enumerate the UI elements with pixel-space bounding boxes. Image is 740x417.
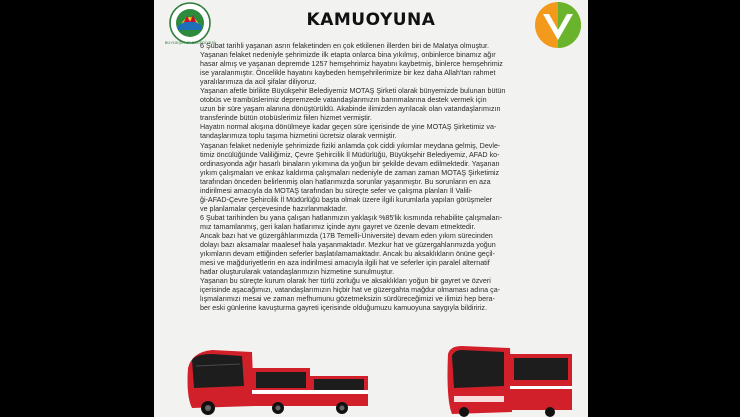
paragraph: Yaşanan felaket nedeniyle şehrimizde fiziki anlamda çok ciddi yıkımlar meydana gelmiş, Devle- timiz öncülüğünde Valiliğimiz, Çevre Şehircilik İl Müdürlüğü, Büyükşehir Belediyemiz, AFAD ko- ordinasyonda ağır hasarlı binaların yıkımına da yoğun bir şekilde devam edilmektedir. Yaşanan yıkım çalışmaları ve enkaz kaldırma çalışmaları nedeniyle de zaman zaman MOTAŞ Şirketimiz tarafından önceden belirlenmiş olan hatlarımızda sorunlar yaşanmıştır. Bu sorunların en aza indirilmesi amacıyla da MOTAŞ tarafından bu süreçte sefer ve çalışma planları İl Valili- ği-AFAD-Çevre Şehircilik İl Müdürlüğü başta olmak üzere ilgili kurumlarla yapılan görüşmeler ve planlamalar çerçevesinde hazırlanmaktadır. bbox=[200, 141, 501, 213]
svg-text:BÜYÜKŞEHİR BELEDİYESİ: BÜYÜKŞEHİR BELEDİYESİ bbox=[164, 40, 216, 45]
city-bus-image bbox=[440, 340, 575, 417]
paragraph: Hayatın normal akışına dönülmeye kadar geçen süre içerisinde de yine MOTAŞ Şirketimiz va- tandaşlarımıza toplu taşıma hizmetini ücretsiz olarak vermiştir. bbox=[200, 123, 497, 141]
document-title: KAMUOYUNA bbox=[306, 10, 436, 30]
paragraph: Yaşanan bu süreçte kurum olarak her türlü zorluğu ve aksaklıkları yoğun bir gayret ve özveri içerisinde aşacağımızı, vatandaşlarımızın hiçbir hat ve güzergahta mağdur olmaması adına ça- lışmalarımızı mesai ve zaman mefhumunu gözetmeksizin sürdüreceğimizi ve ilimizi hep bera- ber eski günlerine kavuşturma gayreti içerisinde olduğumuzu kamuoyuna saygıyla bildiririz. bbox=[200, 277, 501, 313]
paragraph: Ancak bazı hat ve güzergâhlarımızda (17B Temelli-Üniversite) devam eden yıkım sürecinden dolayı bazı aksamalar maalesef hala yaşanmaktadır. Mezkur hat ve güzergahlarımızda yoğun yıkımların devam ettiğinden seferler başlatılamamaktadır. Ancak bu aksaklıkların önüne geçil- mesi ve mağduriyetlerin en aza indirilmesi amacıyla ilgili hat ve seferler için paralel alternatif hatlar oluşturularak vatandaşlarımızın hizmetine sunulmuştur. bbox=[200, 231, 496, 277]
paragraph: 6 Şubat tarihli yaşanan asrın felaketinden en çok etkilenen illerden biri de Malatya olmuştur. Yaşanan felaket nedeniyle şehrimizde ilk etapta onlarca bina yıkılmış, onbinlerce binamız ağır hasar almış ve yaşanan depremde 1257 hemşehrimiz hayatını kaybetmiş, binlerce hemşehrimiz ise yaralanmıştır. Öncelikle hayatını kaybeden hemşehrilerimize bir kez daha Allah'tan rahmet yaralılarımıza da acil şifalar diliyoruz. bbox=[200, 42, 503, 87]
paragraph: Yaşanan afetle birlikte Büyükşehir Belediyemiz MOTAŞ Şirketi olarak bünyemizde bulunan bütün otobüs ve trambüslerimiz depremzede vatandaşlarımızın barınmalarına destek vermek için uzun bir süre yaşam alanına dönüştürüldü. Akabinde ilimizden ayrılacak olan vatandaşlarımızın transferinde bütün otobüslerimiz fiilen hizmet vermiştir. bbox=[200, 87, 506, 123]
trambus-image bbox=[182, 346, 372, 417]
paragraph: 6 Şubat tarihinden bu yana çalışan hatlarımızın yaklaşık %85'lik kısmında rehabilite çalışmaları- mız tamamlanmış, geri kalan hatlarımız içinde aynı gayret ve özenle devam etmektedir. bbox=[200, 213, 503, 231]
announcement-body bbox=[200, 42, 556, 313]
announcement-page bbox=[154, 0, 588, 417]
